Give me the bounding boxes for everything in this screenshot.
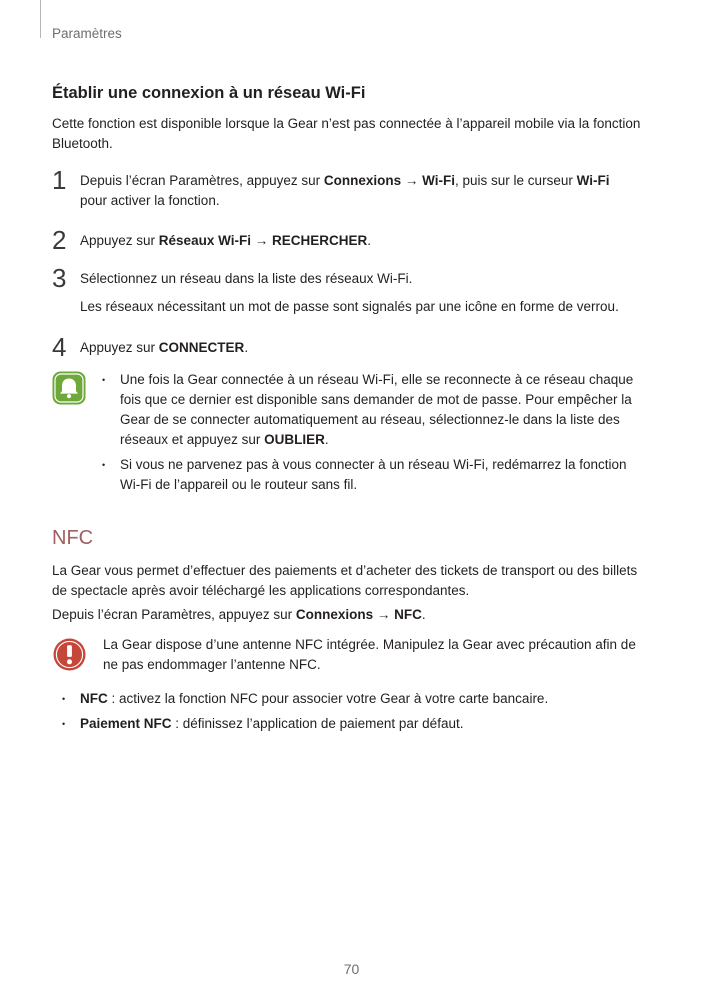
step-text: Appuyez sur Réseaux Wi-Fi → RECHERCHER. [80,233,371,248]
bell-notice-icon [52,371,86,405]
step-text: Appuyez sur CONNECTER. [80,340,249,355]
step-text: Depuis l’écran Paramètres, appuyez sur Connexions → Wi-Fi, puis sur le curseur Wi-Fi pour activer la fonction. [80,173,610,208]
step-number: 1 [52,165,67,195]
step-number: 2 [52,225,67,255]
nfc-warning: La Gear dispose d’une antenne NFC intégrée. Manipulez la Gear avec précaution afin de ne pas endommager l’antenne NFC. [103,637,636,672]
step-3-detail: Les réseaux nécessitant un mot de passe sont signalés par une icône en forme de verrou. [80,299,619,314]
nfc-path: Depuis l’écran Paramètres, appuyez sur Connexions → NFC. [52,607,426,622]
page-number: 70 [343,961,360,977]
section-title-wifi: Établir une connexion à un réseau Wi-Fi [52,84,366,102]
section-title-nfc: NFC [52,527,94,549]
step-number: 3 [52,263,67,293]
step-number: 4 [52,332,67,362]
running-header: Paramètres [52,26,122,41]
header-rule [40,0,41,38]
nfc-intro: La Gear vous permet d’effectuer des paiements et d’acheter des tickets de transport ou des billets de spectacle après avoir téléchargé les applications correspondantes. [52,563,638,598]
step-text: Sélectionnez un réseau dans la liste des réseaux Wi-Fi. [80,271,413,286]
wifi-intro: Cette fonction est disponible lorsque la Gear n’est pas connectée à l’appareil mobile via la fonction Bluetooth. [52,116,641,151]
exclamation-warning-icon [53,638,86,671]
